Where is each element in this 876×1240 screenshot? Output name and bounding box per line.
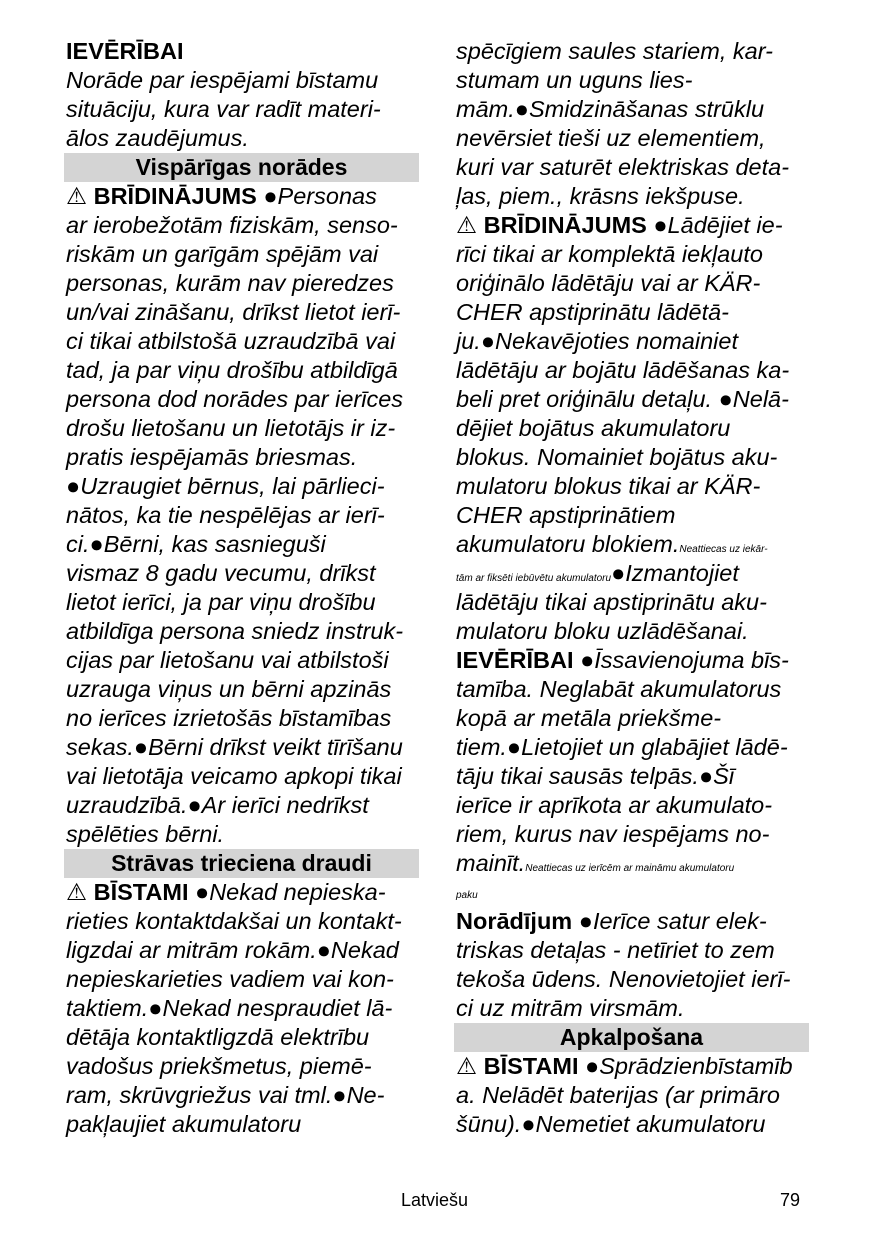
text-line: beli pret oriģinālu detaļu. ●Nelā- <box>456 386 789 412</box>
text-line: vadošus priekšmetus, piemē- <box>66 1053 372 1079</box>
text-line: tamība. Neglabāt akumulatorus <box>456 676 782 702</box>
right-column <box>456 37 812 1139</box>
instruction-text: ●Ierīce satur elek- <box>578 908 767 934</box>
text-line: ●Uzraugiet bērnus, lai pārlieci- <box>66 473 385 499</box>
warning-label: BRĪDINĀJUMS <box>93 183 257 209</box>
text-line: šūnu).●Nemetiet akumulatoru <box>456 1111 766 1137</box>
warning-line <box>456 211 812 240</box>
text-line: tiem.●Lietojiet un glabājiet lādē- <box>456 734 788 760</box>
text-line: Norāde par iespējami bīstamu <box>66 67 379 93</box>
text-line: mulatoru bloku uzlādēšanai. <box>456 618 749 644</box>
text-line-with-note <box>456 849 812 878</box>
warning-triangle-icon: ⚠ <box>66 879 88 905</box>
small-note: Neattiecas uz ierīcēm ar maināmu akumulatoru <box>525 863 735 874</box>
left-column <box>66 37 422 1139</box>
text-line: nevērsiet tieši uz elementiem, <box>456 125 766 151</box>
warning-text: ●Personas <box>263 183 377 209</box>
section-heading-general: Vispārīgas norādes <box>64 153 419 182</box>
small-note: tām ar fiksēti iebūvētu akumulatoru <box>456 573 612 584</box>
text-line: ļas, piem., krāsns iekšpuse. <box>456 183 745 209</box>
text-line: sekas.●Bērni drīkst veikt tīrīšanu <box>66 734 403 760</box>
text-line: triskas detaļas - netīriet to zem <box>456 937 775 963</box>
danger-line <box>456 1052 812 1081</box>
text-line: vai lietotāja veicamo apkopi tikai <box>66 763 402 789</box>
text-line: atbildīga persona sniedz instruk- <box>66 618 404 644</box>
text-line: ram, skrūvgriežus vai tml.●Ne- <box>66 1082 385 1108</box>
text-line: ligzdai ar mitrām rokām.●Nekad <box>66 937 399 963</box>
text-line: uzrauga viņus un bērni apzinās <box>66 676 392 702</box>
text-line: ālos zaudējumus. <box>66 125 249 151</box>
warning-line <box>66 182 422 211</box>
danger-text: ●Sprādzienbīstamīb <box>585 1053 793 1079</box>
text-line: mām.●Smidzināšanas strūklu <box>456 96 765 122</box>
text-line: situāciju, kura var radīt materi- <box>66 96 381 122</box>
warning-triangle-icon: ⚠ <box>456 212 478 238</box>
text-line: no ierīces izrietošās bīstamības <box>66 705 392 731</box>
text-line-with-note <box>456 559 812 588</box>
text-line: kopā ar metāla priekšme- <box>456 705 722 731</box>
text-line: lietot ierīci, ja par viņu drošību <box>66 589 376 615</box>
text-line: nepieskarieties vadiem vai kon- <box>66 966 394 992</box>
text-line: tad, ja par viņu drošību atbildīgā <box>66 357 398 383</box>
page-number: 79 <box>780 1190 801 1210</box>
text-line: stumam un uguns lies- <box>456 67 693 93</box>
use-charger-text: ●Izmantojiet <box>611 560 739 586</box>
warning-label: BRĪDINĀJUMS <box>483 212 647 238</box>
text-line: ci.●Bērni, kas sasnieguši <box>66 531 326 557</box>
text-line: vismaz 8 gadu vecumu, drīkst <box>66 560 376 586</box>
instruction-label: Norādījum <box>456 908 573 934</box>
text-line: CHER apstiprinātiem <box>456 502 676 528</box>
footer-language: Latviešu <box>401 1190 469 1210</box>
warning-triangle-icon: ⚠ <box>456 1053 478 1079</box>
text-line: cijas par lietošanu vai atbilstoši <box>66 647 389 673</box>
section-heading-service: Apkalpošana <box>454 1023 809 1052</box>
text-line: oriģinālo lādētāju vai ar KÄR- <box>456 270 761 296</box>
danger-label: BĪSTAMI <box>93 879 189 905</box>
text-line: riskām un garīgām spējām vai <box>66 241 379 267</box>
text-line: drošu lietošanu un lietotājs ir iz- <box>66 415 396 441</box>
text-line: rieties kontaktdakšai un kontakt- <box>66 908 402 934</box>
caution-label: IEVĒRĪBAI <box>456 647 574 673</box>
text-line: a. Nelādēt baterijas (ar primāro <box>456 1082 780 1108</box>
text-line: ci tikai atbilstošā uzraudzībā vai <box>66 328 396 354</box>
text-line: personas, kurām nav pieredzes <box>66 270 394 296</box>
small-note: Neattiecas uz iekār- <box>679 544 768 555</box>
small-note: paku <box>456 890 478 901</box>
text-line: uzraudzībā.●Ar ierīci nedrīkst <box>66 792 369 818</box>
text-line: un/vai zināšanu, drīkst lietot ierī- <box>66 299 401 325</box>
section-heading-shock: Strāvas trieciena draudi <box>64 849 419 878</box>
warning-triangle-icon: ⚠ <box>66 183 88 209</box>
warning-text: ●Lādējiet ie- <box>653 212 783 238</box>
text-line: rīci tikai ar komplektā iekļauto <box>456 241 763 267</box>
caution-text: ●Īssavienojuma bīs- <box>580 647 789 673</box>
text-line: persona dod norādes par ierīces <box>66 386 404 412</box>
text-line: taktiem.●Nekad nespraudiet lā- <box>66 995 393 1021</box>
text-line: tekoša ūdens. Nenovietojiet ierī- <box>456 966 791 992</box>
danger-label: BĪSTAMI <box>483 1053 579 1079</box>
text-line-with-note <box>456 530 812 559</box>
text-line: pratis iespējamās briesmas. <box>66 444 358 470</box>
small-note-line <box>456 878 812 907</box>
danger-line <box>66 878 422 907</box>
text-line: ci uz mitrām virsmām. <box>456 995 685 1021</box>
text-line: lādētāju tikai apstiprinātu aku- <box>456 589 767 615</box>
text-line: mulatoru blokus tikai ar KÄR- <box>456 473 761 499</box>
text-line: spēcīgiem saules stariem, kar- <box>456 38 773 64</box>
text-line: lādētāju ar bojātu lādēšanas ka- <box>456 357 790 383</box>
text-line: dētāja kontaktligzdā elektrību <box>66 1024 370 1050</box>
text-line: ju.●Nekavējoties nomainiet <box>456 328 738 354</box>
heading-ieveribai: IEVĒRĪBAI <box>66 38 184 64</box>
acc-block-text: akumulatoru blokiem. <box>456 531 680 557</box>
danger-text: ●Nekad nepieska- <box>195 879 386 905</box>
text-line: ierīce ir aprīkota ar akumulato- <box>456 792 773 818</box>
text-line: riem, kurus nav iespējams no- <box>456 821 770 847</box>
mainit-text: mainīt. <box>456 850 526 876</box>
text-line: nātos, ka tie nespēlējas ar ierī- <box>66 502 385 528</box>
text-line: spēlēties bērni. <box>66 821 225 847</box>
text-line: pakļaujiet akumulatoru <box>66 1111 302 1137</box>
caution-line <box>456 646 812 675</box>
text-line: blokus. Nomainiet bojātus aku- <box>456 444 778 470</box>
text-line: kuri var saturēt elektriskas deta- <box>456 154 790 180</box>
text-line: dējiet bojātus akumulatoru <box>456 415 731 441</box>
text-line: tāju tikai sausās telpās.●Šī <box>456 763 735 789</box>
text-line: CHER apstiprinātu lādētā- <box>456 299 729 325</box>
text-line: ar ierobežotām fiziskām, senso- <box>66 212 398 238</box>
instruction-line <box>456 907 812 936</box>
